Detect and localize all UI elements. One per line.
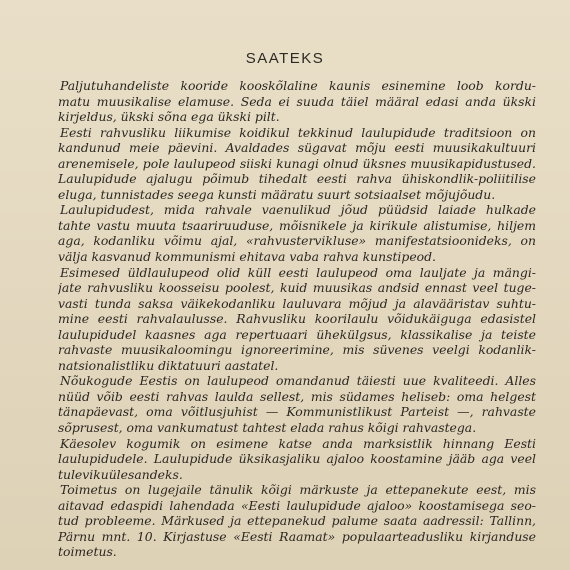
text-line: Nõukogude Eestis on laulupeod omandanud täiesti uue kvaliteedi. Alles	[60, 373, 536, 389]
text-line: laulupidudele. Laulupidude üksikasjaliku ajaloo koostamine jääb aga veel	[58, 451, 536, 467]
text-line: Paljutuhandeliste kooride kooskõlaline kaunis esinemine loob kordu-	[60, 78, 536, 93]
text-line: tulevikuülesandeks.	[58, 466, 183, 482]
text-line: toimetus.	[58, 544, 117, 560]
text-line: laulupidudel kaasnes aga repertuaari ühekülgsus, klassikalise ja teiste	[58, 326, 536, 342]
text-line: Eesti rahvusliku liikumise koidikul tekkinud laulupidude traditsioon on	[60, 124, 536, 140]
paragraph	[58, 436, 536, 483]
text-line: Toimetus on lugejaile tänulik kõigi märkuste ja ettepanekute eest, mis	[60, 482, 536, 498]
text-line: Esimesed üldlaulupeod olid küll eesti laulupeod oma lauljate ja mängi-	[60, 264, 536, 280]
text-line: jate rahvusliku koosseisu poolest, kuid muusikas andsid ennast veel tuge-	[58, 280, 536, 296]
paragraph	[58, 265, 536, 374]
text-line: kandunud meie päevini. Avaldades sügavat mõju eesti muusikakultuuri	[58, 140, 536, 156]
preface-text	[58, 78, 536, 570]
text-line: Laulupidudest, mida rahvale vaenulikud jõud püüdsid laiade hulkade	[60, 202, 536, 218]
text-line: rahvaste muusikaloomingu ignoreerimine, mis süvenes veelgi kodanlik-	[58, 342, 536, 358]
paragraph	[58, 78, 536, 125]
text-line: Laulupidude ajalugu põimub tihedalt eesti rahva ühiskondlik-poliitilise	[58, 171, 536, 187]
paragraph	[58, 482, 536, 560]
page-title: SAATEKS	[245, 50, 325, 67]
text-line: vasti tunda saksa väikekodanliku lauluvara mõjud ja alavääristav suhtu-	[58, 295, 536, 311]
text-line: sõprusest, oma vankumatust tahtest elada rahus kõigi rahvastega.	[58, 420, 477, 436]
text-line: välja kasvanud kommunismi ehitava vaba rahva kunstipeod.	[58, 249, 436, 265]
paragraph	[58, 202, 536, 264]
paragraph	[58, 373, 536, 435]
text-line: aga, kodanliku võimu ajal, «rahvustervikluse» manifestatsioonideks, on	[58, 233, 536, 249]
text-line: tud probleeme. Märkused ja ettepanekud palume saata aadressil: Tallinn,	[58, 513, 536, 529]
text-line: nüüd võib eesti rahvas laulda sellest, mis südames heliseb: oma helgest	[58, 388, 536, 404]
text-line: tahte vastu muuta tsaariruuduse, mõisnikele ja kirikule alistumise, hiljem	[58, 217, 536, 233]
text-line: mine eesti rahvalaulusse. Rahvusliku koorilaulu võidukäiguga edasistel	[58, 311, 536, 327]
text-line: Käesolev kogumik on esimene katse anda marksistlik hinnang Eesti	[60, 435, 536, 451]
text-line: tänapäevast, oma võitlusjuhist — Kommunistlikust Parteist —, rahvaste	[58, 404, 536, 420]
text-line: natsionalistliku diktatuuri aastatel.	[58, 357, 279, 373]
text-line: kirjeldus, ükski sõna ega ükski pilt.	[58, 109, 280, 125]
text-line: aitavad edaspidi lahendada «Eesti laulupidude ajaloo» koostamisega seo-	[58, 497, 536, 513]
paragraph	[58, 125, 536, 203]
text-line: matu muusikalise elamuse. Seda ei suuda täiel määral edasi anda ükski	[58, 93, 536, 109]
text-line: Pärnu mnt. 10. Kirjastuse «Eesti Raamat» populaarteadusliku kirjanduse	[58, 528, 536, 544]
text-line: eluga, tunnistades seega kunsti määratu suurt sotsiaalset mõjujõudu.	[58, 186, 496, 202]
text-line: arenemisele, pole laulupeod siiski kunagi olnud üksnes muusikapidustused.	[58, 155, 536, 171]
